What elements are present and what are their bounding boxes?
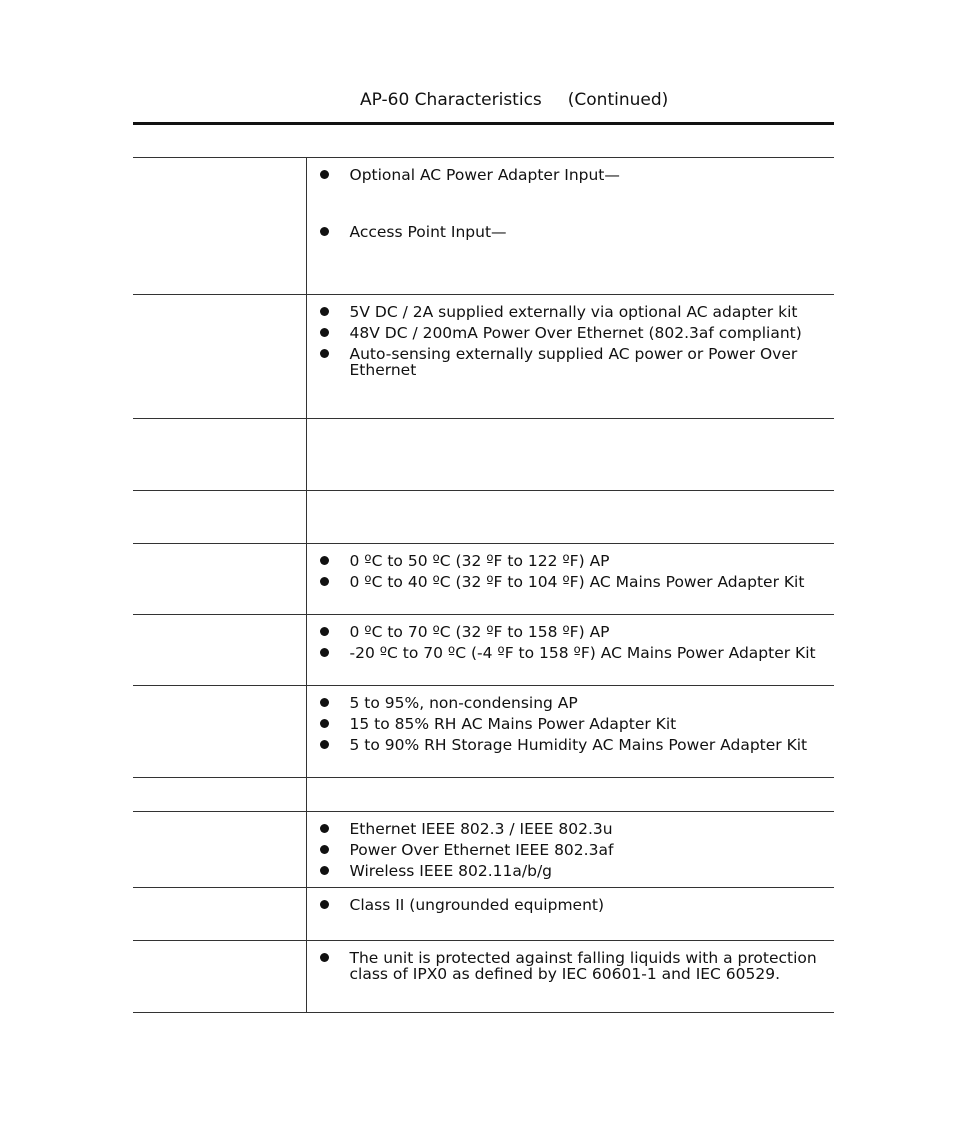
table-row	[133, 419, 834, 491]
bullet-icon	[320, 953, 329, 962]
list-item: 0 ºC to 40 ºC (32 ºF to 104 ºF) AC Mains Power Adapter Kit	[318, 574, 825, 590]
row-label-cell	[133, 295, 306, 419]
bullet-list	[318, 821, 825, 879]
caption-continued: (Continued)	[567, 90, 669, 110]
bullet-icon	[320, 719, 329, 728]
bullet-icon	[320, 328, 329, 337]
list-item: 0 ºC to 50 ºC (32 ºF to 122 ºF) AP	[318, 553, 825, 569]
list-item: Ethernet IEEE 802.3 / IEEE 802.3u	[318, 821, 825, 837]
bullet-icon	[320, 307, 329, 316]
row-value-cell	[306, 888, 834, 941]
caption-rule	[133, 122, 834, 125]
list-item: 5 to 90% RH Storage Humidity AC Mains Power Adapter Kit	[318, 737, 825, 753]
row-value-cell	[306, 778, 834, 812]
bullet-list	[318, 304, 825, 378]
bullet-icon	[320, 698, 329, 707]
row-label-cell	[133, 941, 306, 1013]
table-row	[133, 491, 834, 544]
table-row	[133, 941, 834, 1013]
list-item: 48V DC / 200mA Power Over Ethernet (802.3af compliant)	[318, 325, 825, 341]
row-value-cell	[306, 941, 834, 1013]
list-item: 5V DC / 2A supplied externally via optional AC adapter kit	[318, 304, 825, 320]
bullet-icon	[320, 227, 329, 236]
bullet-list	[318, 167, 825, 240]
bullet-icon	[320, 866, 329, 875]
table-row	[133, 812, 834, 888]
bullet-icon	[320, 170, 329, 179]
table-row	[133, 778, 834, 812]
bullet-icon	[320, 740, 329, 749]
row-label-cell	[133, 615, 306, 686]
bullet-list	[318, 553, 825, 590]
table-row	[133, 295, 834, 419]
bullet-icon	[320, 648, 329, 657]
row-value-cell	[306, 812, 834, 888]
row-value-cell	[306, 686, 834, 778]
row-value-cell	[306, 158, 834, 295]
row-label-cell	[133, 812, 306, 888]
bullet-icon	[320, 577, 329, 586]
row-value-cell	[306, 544, 834, 615]
table-row	[133, 158, 834, 295]
row-label-cell	[133, 419, 306, 491]
table-caption	[360, 90, 668, 110]
list-item: Power Over Ethernet IEEE 802.3af	[318, 842, 825, 858]
bullet-list	[318, 897, 825, 913]
caption-title: AP-60 Characteristics	[360, 90, 542, 110]
bullet-list	[318, 695, 825, 753]
bullet-list	[318, 624, 825, 661]
row-value-cell	[306, 615, 834, 686]
list-item: 5 to 95%, non-condensing AP	[318, 695, 825, 711]
list-item: Auto-sensing externally supplied AC power or Power Over Ethernet	[318, 346, 825, 378]
bullet-icon	[320, 900, 329, 909]
list-item: Wireless IEEE 802.11a/b/g	[318, 863, 825, 879]
row-label-cell	[133, 686, 306, 778]
list-item: -20 ºC to 70 ºC (-4 ºF to 158 ºF) AC Mains Power Adapter Kit	[318, 645, 825, 661]
row-value-cell	[306, 491, 834, 544]
bullet-icon	[320, 845, 329, 854]
list-item: Access Point Input—	[318, 224, 825, 240]
list-item: 0 ºC to 70 ºC (32 ºF to 158 ºF) AP	[318, 624, 825, 640]
bullet-icon	[320, 556, 329, 565]
row-value-cell	[306, 295, 834, 419]
list-item: Class II (ungrounded equipment)	[318, 897, 825, 913]
table-row	[133, 888, 834, 941]
row-value-cell	[306, 419, 834, 491]
row-label-cell	[133, 491, 306, 544]
bullet-icon	[320, 824, 329, 833]
row-label-cell	[133, 888, 306, 941]
table-row	[133, 686, 834, 778]
row-label-cell	[133, 544, 306, 615]
list-item: Optional AC Power Adapter Input—	[318, 167, 825, 183]
row-label-cell	[133, 158, 306, 295]
list-item: 15 to 85% RH AC Mains Power Adapter Kit	[318, 716, 825, 732]
bullet-icon	[320, 349, 329, 358]
table-row	[133, 615, 834, 686]
list-item: The unit is protected against falling liquids with a protection class of IPX0 as defined by IEC 60601-1 and IEC 60529.	[318, 950, 825, 982]
characteristics-table	[133, 157, 834, 1013]
bullet-icon	[320, 627, 329, 636]
row-label-cell	[133, 778, 306, 812]
table-row	[133, 544, 834, 615]
bullet-list	[318, 950, 825, 982]
